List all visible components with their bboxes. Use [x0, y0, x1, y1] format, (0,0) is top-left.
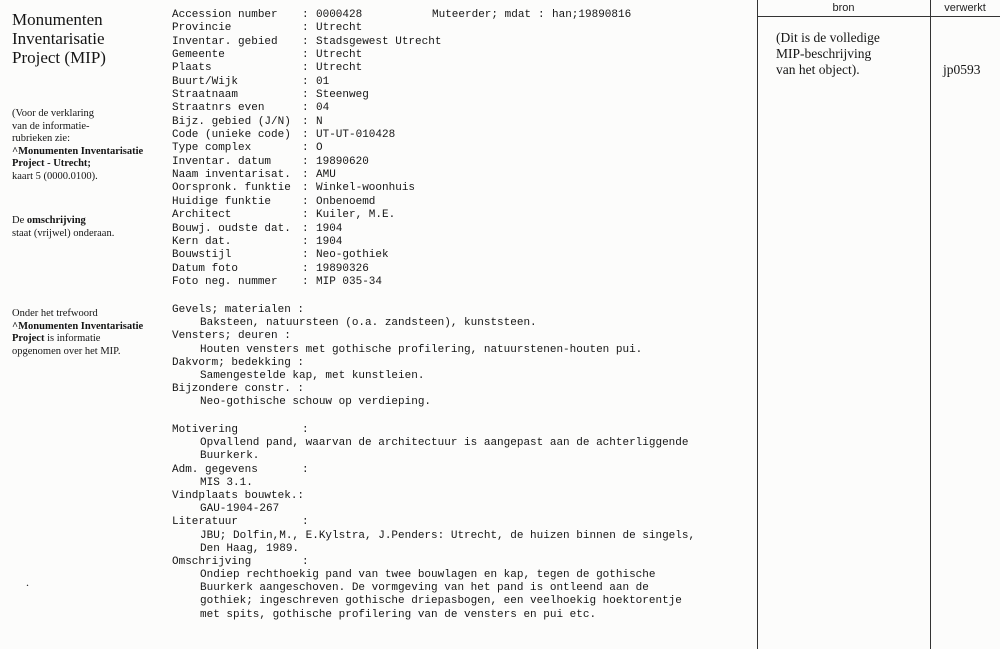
field-value: 01 — [316, 75, 330, 88]
field-colon: : — [302, 9, 309, 21]
note-keyword: omschrijving — [26, 215, 86, 226]
section-text: Ondiep rechthoekig pand van twee bouwlagen en kap, tegen de gothische — [200, 569, 656, 582]
section-text: JBU; Dolfin,M., E.Kylstra, J.Penders: Utrecht, de huizen binnen de singels, — [200, 529, 696, 542]
section-text: Buurkerk. — [200, 450, 260, 463]
field-value: UT-UT-010428 — [316, 129, 396, 142]
field-row — [172, 36, 742, 49]
mutator-value: han;19890816 — [552, 9, 632, 21]
section-heading — [172, 464, 752, 477]
column-header-verwerkt: verwerkt — [944, 2, 986, 14]
field-row — [172, 182, 742, 195]
field-row — [172, 62, 742, 75]
field-colon: : — [302, 35, 309, 48]
field-colon: : — [302, 262, 309, 275]
field-colon: : — [302, 142, 309, 155]
field-row — [172, 89, 742, 102]
field-label: Provincie — [172, 22, 232, 35]
section-text: Samengestelde kap, met kunstleien. — [200, 369, 425, 382]
section-text: met spits, gothische profilering van de vensters en pui etc. — [200, 608, 597, 621]
field-label: Oorspronk. funktie — [172, 182, 291, 195]
note-text: kaart 5 (0000.0100). — [12, 170, 98, 182]
verwerkt-code: jp0593 — [943, 62, 981, 77]
bron-line: (Dit is de volledige — [776, 30, 880, 45]
section-text: Neo-gothische schouw op verdieping. — [200, 396, 432, 409]
field-label: Foto neg. nummer — [172, 275, 278, 288]
field-colon: : — [302, 129, 309, 142]
field-value: Utrecht — [316, 49, 363, 62]
section-heading — [172, 424, 752, 437]
field-value: 19890326 — [316, 262, 369, 275]
field-label: Architect — [172, 209, 232, 222]
field-label: Gemeente — [172, 49, 225, 62]
field-value: Utrecht — [316, 62, 363, 75]
field-colon: : — [302, 62, 309, 75]
section-heading-colon: : — [302, 516, 309, 529]
field-value: AMU — [316, 169, 336, 182]
field-value: 1904 — [316, 222, 343, 235]
bron-line: MIP-beschrijving — [776, 46, 872, 61]
field-row — [172, 209, 742, 222]
section-heading: Dakvorm; bedekking : — [172, 356, 305, 369]
note-text: rubrieken zie: — [12, 133, 71, 145]
field-row — [172, 49, 742, 62]
field-value: 19890620 — [316, 155, 369, 168]
section-heading-colon: : — [302, 463, 309, 476]
section-text: GAU-1904-267 — [200, 503, 280, 516]
field-colon: : — [302, 222, 309, 235]
field-colon: : — [302, 49, 309, 62]
description-note — [12, 215, 162, 240]
note-text: De — [12, 215, 27, 226]
field-label: Bijz. gebied (J/N) — [172, 115, 291, 128]
column-divider — [757, 0, 758, 649]
field-value: Utrecht — [316, 22, 363, 35]
column-divider — [930, 0, 931, 649]
page-title — [12, 10, 162, 67]
field-value: 04 — [316, 102, 330, 115]
field-label: Code (unieke code) — [172, 129, 291, 142]
field-value: O — [316, 142, 323, 155]
field-value: Stadsgewest Utrecht — [316, 35, 442, 48]
section-text: Houten vensters met gothische profilering, natuurstenen-houten pui. — [200, 343, 643, 356]
field-row — [172, 223, 742, 236]
field-value: Steenweg — [316, 89, 369, 102]
note-text: (Voor de verklaring — [12, 108, 95, 119]
field-colon: : — [302, 195, 309, 208]
field-value: MIP 035-34 — [316, 275, 383, 288]
field-label: Bouwstijl — [172, 249, 232, 262]
field-value: 0000428 — [316, 9, 363, 21]
note-keyword: ^Monumenten Inventarisatie — [12, 145, 144, 157]
title-line: Project (MIP) — [12, 48, 106, 67]
field-value: N — [316, 115, 323, 128]
explanation-note — [12, 108, 162, 184]
field-row — [172, 156, 742, 169]
note-text: Onder het trefwoord — [12, 308, 98, 319]
field-colon: : — [302, 89, 309, 102]
field-colon: : — [302, 115, 309, 128]
field-row — [172, 169, 742, 182]
note-text: van de informatie- — [12, 120, 90, 132]
note-text: opgenomen over het MIP. — [12, 345, 121, 357]
field-colon: : — [302, 155, 309, 168]
record-fields — [172, 9, 742, 289]
field-value: Neo-gothiek — [316, 249, 389, 262]
description-block — [172, 304, 752, 410]
field-label: Plaats — [172, 62, 212, 75]
field-value: Onbenoemd — [316, 195, 376, 208]
field-colon: : — [302, 22, 309, 35]
section-text: Baksteen, natuursteen (o.a. zandsteen), kunststeen. — [200, 317, 537, 330]
bron-line: van het object). — [776, 62, 860, 77]
section-text: Den Haag, 1989. — [200, 542, 300, 555]
section-heading-colon: : — [302, 555, 309, 568]
field-colon: : — [302, 102, 309, 115]
field-value: Winkel-woonhuis — [316, 182, 416, 195]
section-heading: Gevels; materialen : — [172, 304, 305, 316]
field-row — [172, 196, 742, 209]
field-row — [172, 142, 742, 155]
field-label: Kern dat. — [172, 235, 232, 248]
note-text: is informatie — [44, 333, 101, 345]
mutator-colon: : — [538, 9, 545, 21]
mutator-label: Muteerder; mdat — [432, 9, 532, 21]
section-heading-label: Motivering — [172, 424, 239, 436]
field-row — [172, 129, 742, 142]
column-header-bron: bron — [832, 2, 855, 14]
field-colon: : — [302, 209, 309, 222]
section-heading-label: Adm. gegevens — [172, 463, 258, 476]
field-colon: : — [302, 235, 309, 248]
field-row — [172, 22, 742, 35]
field-row — [172, 236, 742, 249]
field-colon: : — [302, 249, 309, 262]
section-heading-label: Literatuur — [172, 516, 239, 529]
stray-mark: . — [26, 575, 29, 589]
field-label: Bouwj. oudste dat. — [172, 222, 291, 235]
section-heading — [172, 490, 752, 503]
lower-block — [172, 424, 752, 622]
field-value: 1904 — [316, 235, 343, 248]
field-colon: : — [302, 169, 309, 182]
bron-note — [776, 30, 926, 78]
section-heading-label: Omschrijving — [172, 555, 252, 568]
field-label: Datum foto — [172, 262, 239, 275]
section-text: MIS 3.1. — [200, 476, 253, 489]
keyword-note — [12, 308, 162, 358]
note-keyword: Project - Utrecht; — [12, 158, 91, 170]
field-row — [172, 116, 742, 129]
section-text: gothiek; ingeschreven gothische driepasbogen, een veelhoekig hoektorentje — [200, 595, 682, 608]
field-row — [172, 249, 742, 262]
section-heading: Bijzondere constr. : — [172, 383, 305, 396]
section-text: Opvallend pand, waarvan de architectuur is aangepast aan de achterliggende — [200, 437, 689, 450]
section-heading — [172, 556, 752, 569]
field-label: Huidige funktie — [172, 195, 272, 208]
field-label: Straatnaam — [172, 89, 239, 102]
section-heading: Vensters; deuren : — [172, 330, 291, 343]
note-keyword: Project — [12, 333, 45, 345]
field-colon: : — [302, 75, 309, 88]
field-row — [172, 276, 742, 289]
field-label: Buurt/Wijk — [172, 75, 239, 88]
field-label: Inventar. gebied — [172, 35, 278, 48]
title-line: Monumenten — [12, 10, 103, 29]
column-header-rule — [757, 16, 1000, 17]
field-row — [172, 76, 742, 89]
section-text: Buurkerk aangeschoven. De vormgeving van het pand is ontleend aan de — [200, 582, 649, 595]
field-label: Inventar. datum — [172, 155, 272, 168]
field-colon: : — [302, 275, 309, 288]
field-label: Naam inventarisat. — [172, 169, 291, 182]
field-colon: : — [302, 182, 309, 195]
note-keyword: ^Monumenten Inventarisatie — [12, 320, 144, 332]
note-text: staat (vrijwel) onderaan. — [12, 227, 115, 239]
field-label: Accession number — [172, 9, 278, 21]
field-label: Type complex — [172, 142, 252, 155]
field-row — [172, 9, 742, 22]
field-row — [172, 102, 742, 115]
field-value: Kuiler, M.E. — [316, 209, 396, 222]
field-row — [172, 263, 742, 276]
field-label: Straatnrs even — [172, 102, 265, 115]
section-heading — [172, 516, 752, 529]
title-line: Inventarisatie — [12, 29, 105, 48]
section-heading-colon: : — [302, 424, 309, 436]
section-heading-label: Vindplaats bouwtek.: — [172, 489, 305, 502]
